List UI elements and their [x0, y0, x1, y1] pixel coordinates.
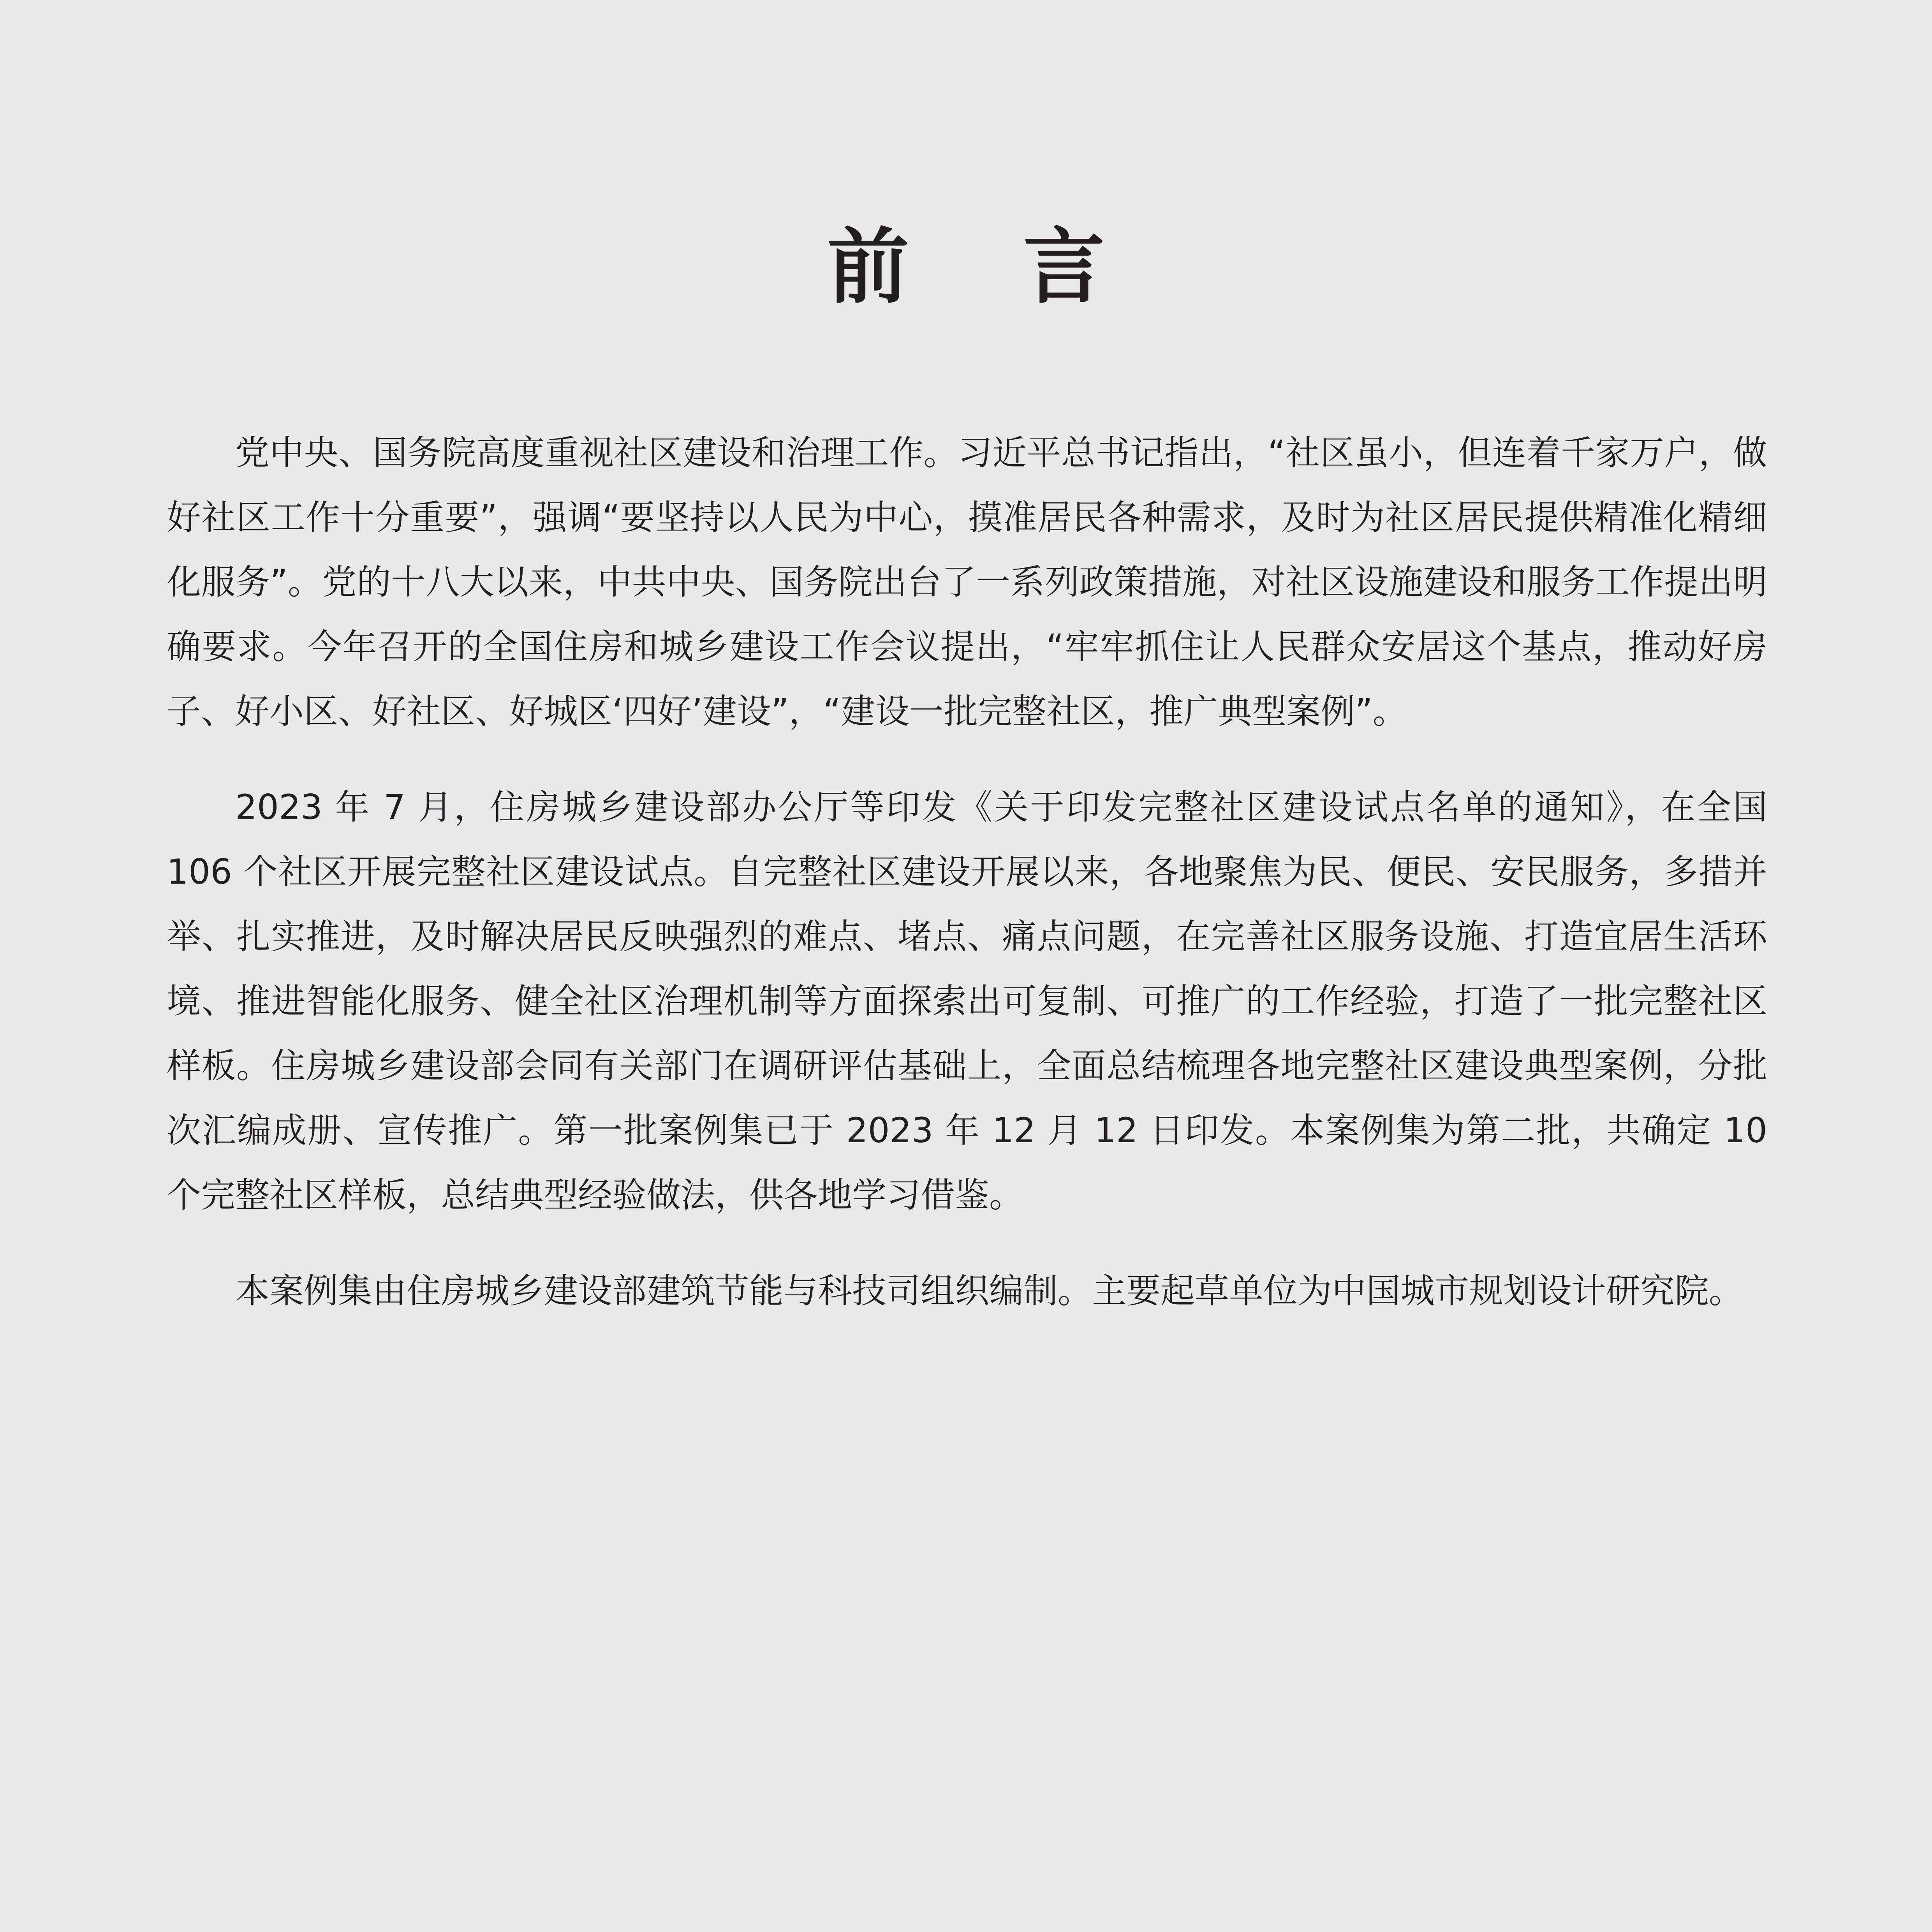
paragraph-2: 2023 年 7 月，住房城乡建设部办公厅等印发《关于印发完整社区建设试点名单的通知》，在全国 106 个社区开展完整社区建设试点。自完整社区建设开展以来，各地聚焦为民、便民、安民服务，多措并举、扎实推进，及时解决居民反映强烈的难点、堵点、痛点问题，在完善社区服务设施、打造宜居生活环境、推进智能化服务、健全社区治理机制等方面探索出可复制、可推广的工作经验，打造了一批完整社区样板。住房城乡建设部会同有关部门在调研评估基础上，全面总结梳理各地完整社区建设典型案例，分批次汇编成册、宣传推广。第一批案例集已于 2023 年 12 月 12 日印发。本案例集为第二批，共确定 10 个完整社区样板，总结典型经验做法，供各地学习借鉴。 — [167, 787, 1767, 1215]
page-title: 前 言 — [827, 219, 1148, 315]
paragraph-3: 本案例集由住房城乡建设部建筑节能与科技司组织编制。主要起草单位为中国城市规划设计研究院。 — [235, 1271, 1744, 1311]
paragraph-1: 党中央、国务院高度重视社区建设和治理工作。习近平总书记指出，“社区虽小，但连着千家万户，做好社区工作十分重要”，强调“要坚持以人民为中心，摸准居民各种需求，及时为社区居民提供精准化精细化服务”。党的十八大以来，中共中央、国务院出台了一系列政策措施，对社区设施建设和服务工作提出明确要求。今年召开的全国住房和城乡建设工作会议提出，“牢牢抓住让人民群众安居这个基点，推动好房子、好小区、好社区、好城区‘四好’建设”，“建设一批完整社区，推广典型案例”。 — [167, 433, 1767, 731]
preface-body — [167, 421, 1767, 1354]
